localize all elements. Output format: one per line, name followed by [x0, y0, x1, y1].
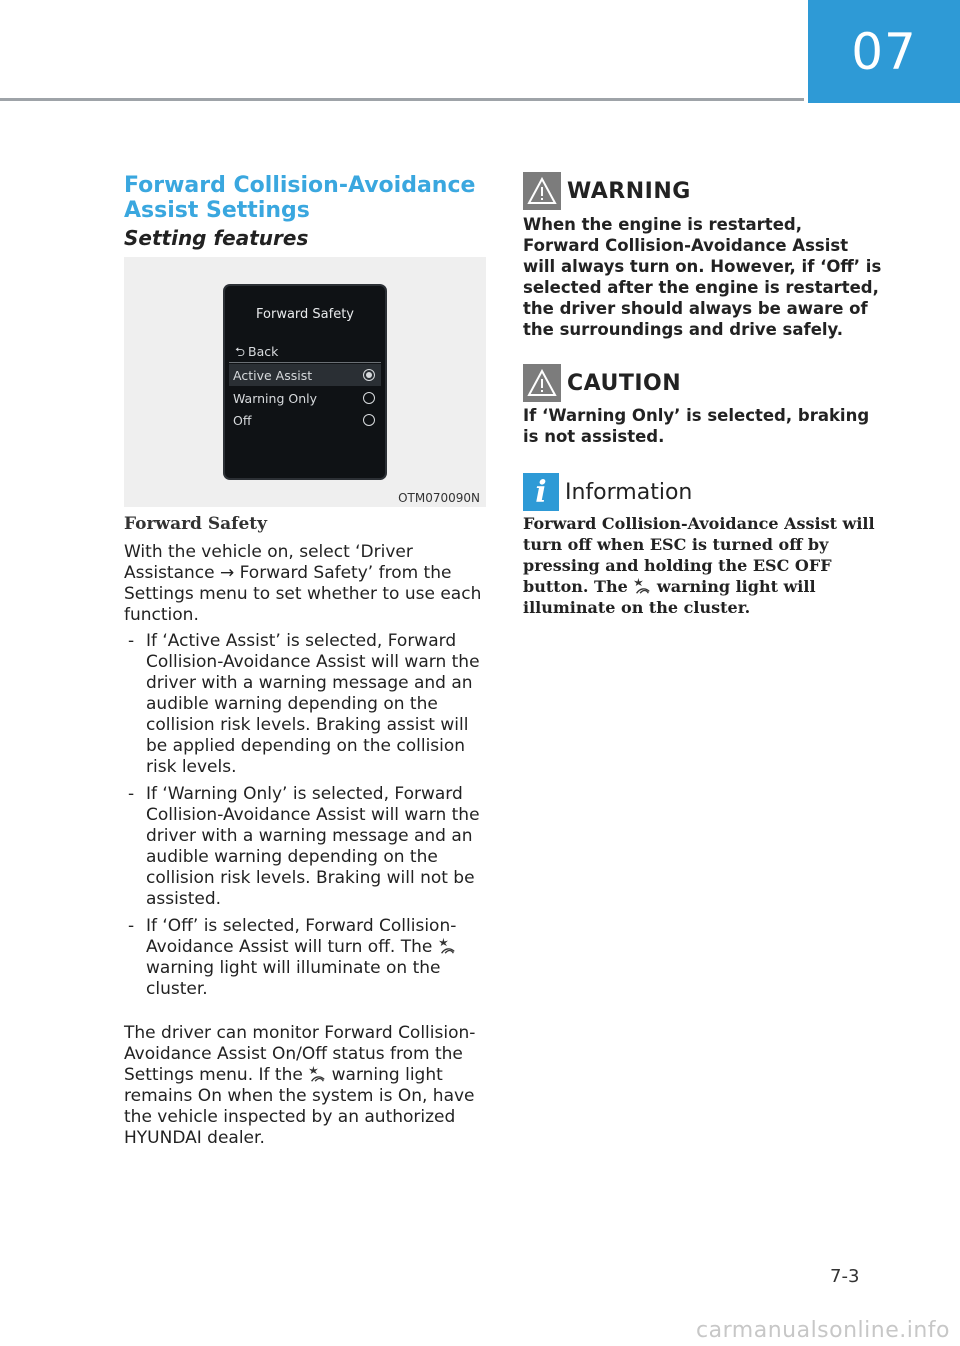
- fca-warning-icon: [308, 1065, 326, 1083]
- information-text: [523, 513, 898, 618]
- bullet-warning-text: If ‘Warning Only’ is selected, Forward Collision-Avoidance Assist will warn the driver with a warning message and an audible warning depending on the collision risk levels. Braking will not be assisted.: [146, 784, 480, 909]
- back-arrow-icon: ⮌: [235, 344, 246, 359]
- list-item: [124, 916, 489, 1000]
- chapter-tab: 07: [808, 0, 960, 103]
- back-item: [235, 343, 278, 364]
- option-label: Off: [233, 412, 252, 428]
- back-label: Back: [248, 344, 279, 359]
- warning-triangle-icon: [523, 364, 561, 402]
- figure: [124, 257, 486, 507]
- screen-title: Forward Safety: [256, 307, 354, 322]
- section-subtitle: Setting features: [124, 226, 309, 250]
- header-rule: [0, 98, 804, 101]
- caution-title: CAUTION: [567, 370, 682, 396]
- page-number: 7-3: [830, 1266, 860, 1287]
- option-warning-only: [229, 387, 381, 409]
- information-text-a: Forward Collision-Avoidance Assist will turn off when ESC is turned off by pressing and holding the ESC OFF button. The: [523, 514, 875, 596]
- option-active-assist: [229, 364, 381, 386]
- information-title: Information: [565, 479, 693, 505]
- caution-heading: [523, 364, 681, 402]
- figure-code: OTM070090N: [398, 491, 480, 505]
- fca-warning-icon: [438, 937, 456, 955]
- bullet-off-text-a: If ‘Off’ is selected, Forward Collision-Avoidance Assist will turn off. The: [146, 916, 457, 957]
- info-icon: i: [523, 473, 559, 511]
- settings-list: [124, 631, 489, 1006]
- bullet-off-text-b: warning light will illuminate on the cluster.: [146, 958, 441, 999]
- option-off: [229, 409, 381, 431]
- warning-triangle-icon: [523, 172, 561, 210]
- information-heading: [523, 473, 692, 511]
- option-label: Warning Only: [233, 390, 317, 406]
- warning-text: When the engine is restarted, Forward Collision-Avoidance Assist will always turn on. However, if ‘Off’ is selected after the engine is restarted, the driver should always be aware of the surroundings and drive safely.: [523, 215, 882, 339]
- monitor-text-b: warning light remains On when the system is On, have the vehicle inspected by an authorized HYUNDAI dealer.: [124, 1065, 475, 1148]
- list-item: [124, 631, 489, 778]
- fca-warning-icon: [633, 577, 651, 595]
- list-item: [124, 784, 489, 910]
- radio-icon: [363, 414, 375, 426]
- watermark: carmanualsonline.info: [696, 1318, 950, 1343]
- monitor-text-a: The driver can monitor Forward Collision-Avoidance Assist On/Off status from the Settings menu. If the: [124, 1023, 476, 1085]
- intro-paragraph: With the vehicle on, select ‘Driver Assistance → Forward Safety’ from the Settings menu to set whether to use each function.: [124, 542, 482, 625]
- option-label: Active Assist: [233, 367, 313, 383]
- caution-text: If ‘Warning Only’ is selected, braking is not assisted.: [523, 406, 870, 446]
- screen-divider: [229, 362, 381, 363]
- figure-caption: Forward Safety: [124, 514, 267, 534]
- information-text-b: warning light will illuminate on the cluster.: [523, 577, 816, 617]
- radio-icon: [363, 392, 375, 404]
- monitor-paragraph: [124, 1023, 494, 1149]
- radio-selected-icon: [363, 369, 375, 381]
- section-title: Forward Collision-Avoidance Assist Settings: [124, 173, 476, 223]
- warning-heading: [523, 172, 691, 210]
- cluster-screen: [225, 286, 385, 478]
- bullet-active-text: If ‘Active Assist’ is selected, Forward Collision-Avoidance Assist will warn the driver with a warning message and an audible warning depending on the collision risk levels. Braking assist will be applied depending on the collision risk levels.: [146, 631, 480, 777]
- warning-title: WARNING: [567, 178, 691, 204]
